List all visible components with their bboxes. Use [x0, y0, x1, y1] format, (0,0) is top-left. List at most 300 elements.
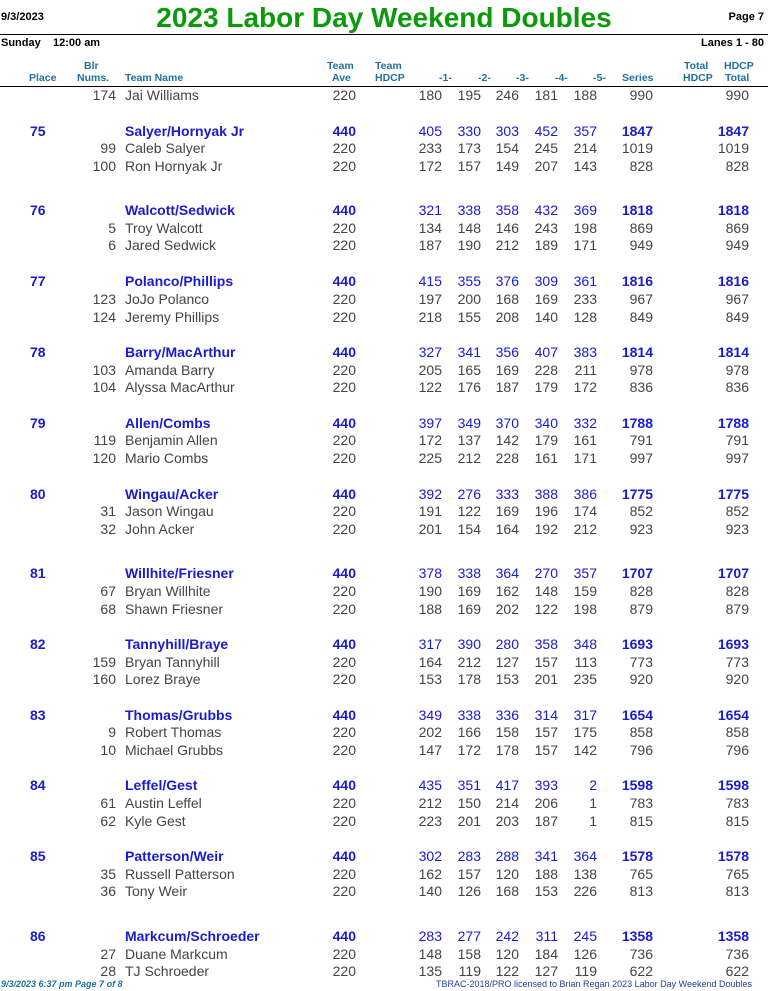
series-score: 773 [629, 654, 653, 670]
game-2-score: 351 [457, 777, 481, 793]
game-4-score: 314 [534, 707, 558, 723]
game-2-score: 341 [457, 344, 481, 360]
game-1-score: 212 [418, 795, 442, 811]
game-2-score: 173 [457, 140, 481, 156]
bowler-number: 31 [100, 503, 116, 519]
series-score: 920 [629, 671, 653, 687]
bowler-average: 220 [332, 813, 356, 829]
game-4-score: 228 [534, 362, 558, 378]
bowler-average: 220 [332, 450, 356, 466]
game-5-score: 369 [573, 202, 597, 218]
team-place: 81 [30, 565, 46, 581]
bowler-name: Jeremy Phillips [125, 309, 220, 325]
game-2-score: 165 [457, 362, 481, 378]
game-4-score: 140 [534, 309, 558, 325]
series-score: 1693 [621, 636, 653, 652]
game-3-score: 120 [495, 946, 519, 962]
game-3-score: 417 [495, 777, 519, 793]
game-1-score: 172 [418, 158, 442, 174]
game-2-score: 338 [457, 202, 481, 218]
game-2-score: 283 [457, 848, 481, 864]
game-2-score: 157 [457, 866, 481, 882]
hdcp-total: 1358 [717, 928, 749, 944]
footer-timestamp: 9/3/2023 6:37 pm Page 7 of 8 [1, 979, 123, 989]
bowler-number: 123 [92, 291, 116, 307]
game-2-score: 169 [457, 583, 481, 599]
col-blr-top: Blr [84, 60, 99, 72]
game-3-score: 242 [495, 928, 519, 944]
game-3-score: 376 [495, 273, 519, 289]
bowler-row [0, 236, 768, 254]
game-2-score: 338 [457, 565, 481, 581]
bowler-average: 220 [332, 291, 356, 307]
bowler-number: 10 [100, 742, 116, 758]
hdcp-total: 1693 [717, 636, 749, 652]
col-team-hdcp-top: Team [375, 60, 402, 72]
bowler-name: Bryan Tannyhill [125, 654, 220, 670]
bowler-average: 220 [332, 521, 356, 537]
bowler-average: 220 [332, 963, 356, 979]
game-5-score: 235 [573, 671, 597, 687]
hdcp-total: 1788 [717, 415, 749, 431]
game-3-score: 122 [495, 963, 519, 979]
game-3-score: 149 [495, 158, 519, 174]
game-5-score: 128 [573, 309, 597, 325]
game-5-score: 138 [573, 866, 597, 882]
game-3-score: 158 [495, 724, 519, 740]
bowler-number: 120 [92, 450, 116, 466]
bowler-average: 220 [332, 237, 356, 253]
game-2-score: 150 [457, 795, 481, 811]
game-3-score: 303 [495, 123, 519, 139]
series-score: 736 [629, 946, 653, 962]
team-place: 80 [30, 486, 46, 502]
team-name: Markcum/Schroeder [125, 928, 260, 944]
game-4-score: 309 [534, 273, 558, 289]
series-score: 869 [629, 220, 653, 236]
game-2-score: 148 [457, 220, 481, 236]
series-score: 1847 [621, 123, 653, 139]
bowler-name: Kyle Gest [125, 813, 186, 829]
bowler-number: 159 [92, 654, 116, 670]
bowler-average: 220 [332, 362, 356, 378]
report-date: 9/3/2023 [1, 11, 44, 23]
game-2-score: 195 [457, 87, 481, 103]
game-2-score: 119 [458, 963, 481, 979]
game-3-score: 280 [495, 636, 519, 652]
col-game-2: -2- [478, 72, 491, 84]
bowler-number: 100 [92, 158, 116, 174]
bowler-name: Robert Thomas [125, 724, 222, 740]
game-1-score: 162 [418, 866, 442, 882]
game-4-score: 184 [534, 946, 558, 962]
bowler-name: Tony Weir [125, 883, 187, 899]
bowler-name: Amanda Barry [125, 362, 215, 378]
game-5-score: 332 [573, 415, 597, 431]
game-2-score: 200 [457, 291, 481, 307]
game-1-score: 197 [418, 291, 442, 307]
hdcp-total: 967 [725, 291, 749, 307]
bowler-average: 220 [332, 583, 356, 599]
hdcp-total: 836 [725, 379, 749, 395]
bowler-name: Jason Wingau [125, 503, 214, 519]
team-name: Thomas/Grubbs [125, 707, 233, 723]
series-score: 949 [629, 237, 653, 253]
hdcp-total: 783 [725, 795, 749, 811]
game-3-score: 288 [495, 848, 519, 864]
game-3-score: 169 [495, 362, 519, 378]
game-4-score: 201 [534, 671, 558, 687]
team-average: 440 [332, 415, 356, 431]
series-score: 858 [629, 724, 653, 740]
report-title: 2023 Labor Day Weekend Doubles [156, 2, 612, 33]
game-1-score: 327 [418, 344, 442, 360]
game-3-score: 168 [495, 883, 519, 899]
team-name: Walcott/Sedwick [125, 202, 235, 218]
team-name: Salyer/Hornyak Jr [125, 123, 245, 139]
game-1-score: 147 [418, 742, 442, 758]
team-average: 440 [332, 273, 356, 289]
team-place: 76 [30, 202, 46, 218]
bowler-average: 220 [332, 866, 356, 882]
game-2-score: 178 [457, 671, 481, 687]
game-3-score: 333 [495, 486, 519, 502]
bowler-number: 5 [108, 220, 116, 236]
footer-license: TBRAC-2018/PRO licensed to Brian Regan 2023 Labor Day Weekend Doubles [435, 979, 752, 989]
bowler-number: 32 [100, 521, 116, 537]
bowler-row [0, 962, 768, 980]
bowler-row [0, 361, 768, 379]
bowler-average: 220 [332, 309, 356, 325]
bowler-row [0, 945, 768, 963]
hdcp-total: 1818 [717, 202, 749, 218]
game-5-score: 171 [573, 237, 597, 253]
bowler-average: 220 [332, 432, 356, 448]
game-4-score: 407 [534, 344, 558, 360]
hdcp-total: 1654 [717, 707, 749, 723]
bowler-row [0, 520, 768, 538]
game-5-score: 361 [573, 273, 597, 289]
team-row [0, 635, 768, 653]
game-5-score: 126 [573, 946, 597, 962]
bowler-number: 36 [100, 883, 116, 899]
game-1-score: 225 [418, 450, 442, 466]
bowler-number: 62 [100, 813, 116, 829]
game-4-score: 169 [534, 291, 558, 307]
game-5-score: 142 [573, 742, 597, 758]
team-average: 440 [332, 123, 356, 139]
game-5-score: 357 [573, 565, 597, 581]
game-4-score: 179 [534, 432, 558, 448]
game-1-score: 191 [418, 503, 442, 519]
bowler-row [0, 86, 768, 104]
game-1-score: 180 [418, 87, 442, 103]
game-1-score: 223 [418, 813, 442, 829]
game-5-score: 2 [589, 777, 597, 793]
team-row [0, 927, 768, 945]
game-2-score: 330 [457, 123, 481, 139]
team-name: Wingau/Acker [125, 486, 219, 502]
game-4-score: 358 [534, 636, 558, 652]
team-average: 440 [332, 344, 356, 360]
game-4-score: 161 [534, 450, 558, 466]
game-2-score: 201 [457, 813, 481, 829]
game-5-score: 171 [573, 450, 597, 466]
bowler-average: 220 [332, 654, 356, 670]
col-blr-bottom: Nums. [77, 72, 110, 84]
game-4-score: 192 [534, 521, 558, 537]
col-total-hdcp-bottom: HDCP [683, 72, 713, 84]
bowler-number: 99 [100, 140, 116, 156]
game-2-score: 154 [457, 521, 481, 537]
game-2-score: 338 [457, 707, 481, 723]
col-hdcp-total-top: HDCP [724, 60, 754, 72]
bowler-row [0, 865, 768, 883]
hdcp-total: 920 [725, 671, 749, 687]
bowler-number: 160 [92, 671, 116, 687]
series-score: 622 [629, 963, 653, 979]
game-5-score: 233 [573, 291, 597, 307]
hdcp-total: 1578 [717, 848, 749, 864]
game-2-score: 277 [457, 928, 481, 944]
series-score: 923 [629, 521, 653, 537]
team-row [0, 706, 768, 724]
game-3-score: 228 [495, 450, 519, 466]
bowler-average: 220 [332, 503, 356, 519]
team-row [0, 343, 768, 361]
game-4-score: 206 [534, 795, 558, 811]
bowler-average: 220 [332, 946, 356, 962]
game-5-score: 226 [573, 883, 597, 899]
col-place: Place [29, 72, 57, 84]
game-4-score: 179 [534, 379, 558, 395]
bowler-row [0, 431, 768, 449]
bowler-average: 220 [332, 158, 356, 174]
team-place: 85 [30, 848, 46, 864]
game-1-score: 302 [418, 848, 442, 864]
hdcp-total: 796 [725, 742, 749, 758]
series-score: 1598 [621, 777, 653, 793]
series-score: 849 [629, 309, 653, 325]
team-average: 440 [332, 928, 356, 944]
bowler-number: 6 [108, 237, 116, 253]
team-place: 78 [30, 344, 46, 360]
team-average: 440 [332, 636, 356, 652]
col-game-1: -1- [439, 72, 452, 84]
game-5-score: 161 [573, 432, 597, 448]
bowler-row [0, 290, 768, 308]
series-score: 1775 [621, 486, 653, 502]
bowler-number: 104 [92, 379, 116, 395]
game-4-score: 122 [534, 601, 558, 617]
game-5-score: 119 [574, 963, 597, 979]
col-team-hdcp-bottom: HDCP [375, 72, 405, 84]
series-score: 879 [629, 601, 653, 617]
bowler-number: 28 [100, 963, 116, 979]
bowler-name: Russell Patterson [125, 866, 235, 882]
bowler-row [0, 670, 768, 688]
bowler-average: 220 [332, 140, 356, 156]
session-day: Sunday [1, 37, 41, 49]
bowler-number: 27 [100, 946, 116, 962]
team-average: 440 [332, 707, 356, 723]
game-5-score: 245 [573, 928, 597, 944]
game-1-score: 202 [418, 724, 442, 740]
hdcp-total: 1707 [717, 565, 749, 581]
game-1-score: 317 [418, 636, 442, 652]
game-4-score: 270 [534, 565, 558, 581]
bowler-row [0, 449, 768, 467]
bowler-row [0, 794, 768, 812]
game-5-score: 172 [573, 379, 597, 395]
team-name: Allen/Combs [125, 415, 211, 431]
game-3-score: 202 [495, 601, 519, 617]
team-place: 77 [30, 273, 46, 289]
series-score: 1788 [621, 415, 653, 431]
game-1-score: 135 [418, 963, 442, 979]
game-1-score: 140 [418, 883, 442, 899]
bowler-number: 103 [92, 362, 116, 378]
game-3-score: 169 [495, 503, 519, 519]
game-5-score: 1 [589, 795, 597, 811]
team-row [0, 847, 768, 865]
series-score: 1578 [621, 848, 653, 864]
bowler-number: 119 [93, 432, 116, 448]
game-2-score: 276 [457, 486, 481, 502]
header-divider [0, 34, 768, 35]
team-place: 83 [30, 707, 46, 723]
game-2-score: 166 [457, 724, 481, 740]
series-score: 1814 [621, 344, 653, 360]
series-score: 990 [629, 87, 653, 103]
bowler-average: 220 [332, 379, 356, 395]
col-team-ave-top: Team [327, 60, 354, 72]
hdcp-total: 1598 [717, 777, 749, 793]
hdcp-total: 1816 [717, 273, 749, 289]
bowler-number: 174 [92, 87, 116, 103]
bowler-name: Bryan Willhite [125, 583, 211, 599]
game-4-score: 207 [534, 158, 558, 174]
hdcp-total: 622 [725, 963, 749, 979]
game-3-score: 336 [495, 707, 519, 723]
bowler-row [0, 219, 768, 237]
series-score: 813 [629, 883, 653, 899]
col-hdcp-total-bottom: Total [725, 72, 750, 84]
bowler-row [0, 582, 768, 600]
team-name: Barry/MacArthur [125, 344, 236, 360]
bowler-number: 35 [100, 866, 116, 882]
game-2-score: 355 [457, 273, 481, 289]
bowler-row [0, 882, 768, 900]
bowler-average: 220 [332, 601, 356, 617]
team-row [0, 272, 768, 290]
series-score: 978 [629, 362, 653, 378]
bowler-row [0, 502, 768, 520]
game-1-score: 187 [418, 237, 442, 253]
game-2-score: 155 [457, 309, 481, 325]
series-score: 1358 [621, 928, 653, 944]
bowler-average: 220 [332, 742, 356, 758]
game-4-score: 311 [535, 928, 558, 944]
series-score: 1654 [621, 707, 653, 723]
bowler-row [0, 812, 768, 830]
series-score: 815 [629, 813, 653, 829]
team-name: Willhite/Friesner [125, 565, 234, 581]
lanes-range: Lanes 1 - 80 [701, 37, 764, 49]
game-1-score: 218 [418, 309, 442, 325]
game-2-score: 212 [457, 654, 481, 670]
hdcp-total: 828 [725, 158, 749, 174]
series-score: 836 [629, 379, 653, 395]
hdcp-total: 852 [725, 503, 749, 519]
bowler-number: 67 [100, 583, 116, 599]
hdcp-total: 978 [725, 362, 749, 378]
team-place: 82 [30, 636, 46, 652]
game-4-score: 245 [534, 140, 558, 156]
team-place: 84 [30, 777, 46, 793]
col-team-ave-bottom: Ave [332, 72, 351, 84]
game-3-score: 246 [495, 87, 519, 103]
game-3-score: 364 [495, 565, 519, 581]
game-2-score: 212 [457, 450, 481, 466]
game-2-score: 349 [457, 415, 481, 431]
game-5-score: 383 [573, 344, 597, 360]
bowler-number: 61 [100, 795, 116, 811]
game-4-score: 189 [534, 237, 558, 253]
game-5-score: 198 [573, 220, 597, 236]
game-3-score: 168 [495, 291, 519, 307]
game-2-score: 126 [457, 883, 481, 899]
game-4-score: 181 [534, 87, 558, 103]
session-time: 12:00 am [53, 37, 101, 49]
team-average: 440 [332, 565, 356, 581]
hdcp-total: 849 [725, 309, 749, 325]
hdcp-total: 923 [725, 521, 749, 537]
series-score: 1707 [621, 565, 653, 581]
game-1-score: 392 [418, 486, 442, 502]
bowler-number: 68 [100, 601, 116, 617]
game-1-score: 190 [418, 583, 442, 599]
game-2-score: 172 [457, 742, 481, 758]
game-3-score: 153 [495, 671, 519, 687]
hdcp-total: 813 [725, 883, 749, 899]
hdcp-total: 1775 [717, 486, 749, 502]
bowler-row [0, 308, 768, 326]
game-2-score: 122 [457, 503, 481, 519]
game-5-score: 364 [573, 848, 597, 864]
game-2-score: 158 [457, 946, 481, 962]
hdcp-total: 815 [725, 813, 749, 829]
page-number: Page 7 [728, 11, 764, 23]
game-3-score: 214 [495, 795, 519, 811]
bowler-average: 220 [332, 87, 356, 103]
game-5-score: 143 [573, 158, 597, 174]
game-4-score: 187 [534, 813, 558, 829]
game-1-score: 435 [418, 777, 442, 793]
game-4-score: 148 [534, 583, 558, 599]
game-5-score: 174 [573, 503, 597, 519]
game-1-score: 134 [418, 220, 442, 236]
game-3-score: 178 [495, 742, 519, 758]
game-3-score: 154 [495, 140, 519, 156]
team-place: 86 [30, 928, 46, 944]
hdcp-total: 990 [725, 87, 749, 103]
bowler-name: TJ Schroeder [125, 963, 210, 979]
game-3-score: 212 [495, 237, 519, 253]
team-name: Patterson/Weir [125, 848, 224, 864]
game-1-score: 188 [418, 601, 442, 617]
game-3-score: 142 [495, 432, 519, 448]
